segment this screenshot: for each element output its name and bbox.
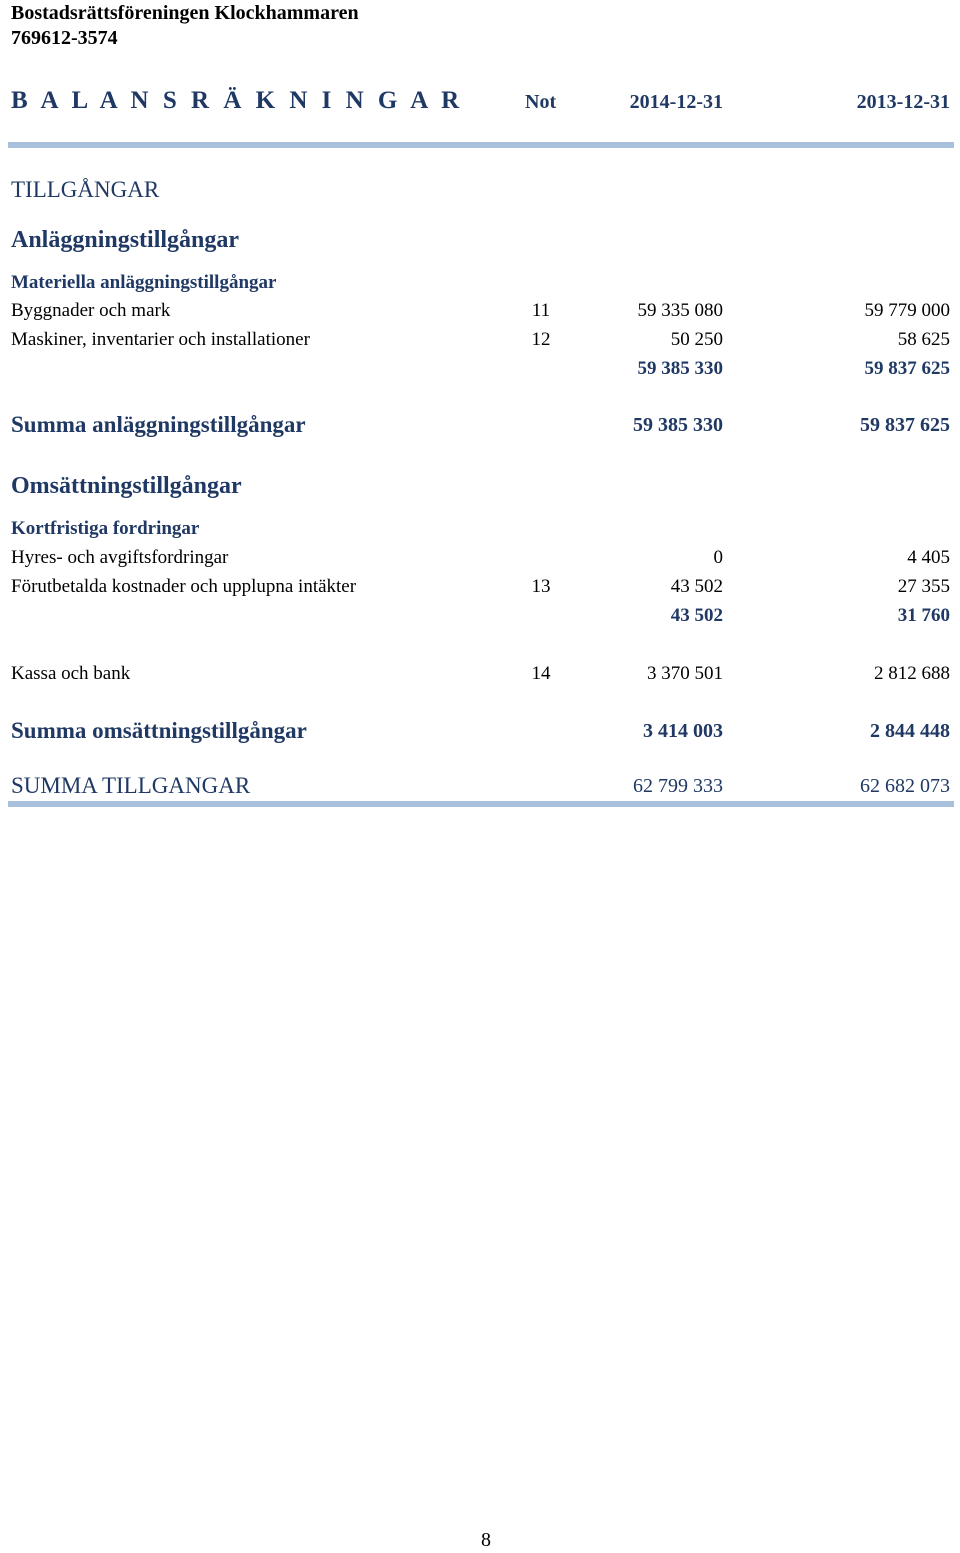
section-heading-tillgangar: TILLGÅNGAR [11, 177, 160, 202]
total-label-anlaggning: Summa anläggningstillgångar [11, 412, 306, 437]
row-value-2013-byggnader: 59 779 000 [864, 300, 950, 321]
grand-total-2013: 62 682 073 [860, 775, 950, 797]
total-2013-anlaggning: 59 837 625 [860, 414, 950, 436]
total-2014-omsattning: 3 414 003 [643, 720, 723, 742]
grand-total-label: SUMMA TILLGANGAR [11, 773, 251, 798]
row-value-2013-forutbetalda: 27 355 [897, 576, 950, 597]
row-value-2014-kassa: 3 370 501 [647, 663, 723, 684]
organization-name: Bostadsrättsföreningen Klockhammaren [11, 2, 359, 24]
total-2014-anlaggning: 59 385 330 [633, 414, 723, 436]
row-value-2013-maskiner: 58 625 [897, 329, 950, 350]
subtotal-2014-kortfristiga: 43 502 [670, 605, 723, 626]
total-2013-omsattning: 2 844 448 [870, 720, 950, 742]
column-header-2013: 2013-12-31 [856, 91, 950, 113]
column-header-2014: 2014-12-31 [629, 91, 723, 113]
row-value-2014-byggnader: 59 335 080 [637, 300, 723, 321]
grand-total-2014: 62 799 333 [633, 775, 723, 797]
row-value-2014-forutbetalda: 43 502 [670, 576, 723, 597]
section-heading-omsattning: Omsättningstillgångar [11, 473, 242, 499]
subtotal-2013-kortfristiga: 31 760 [897, 605, 950, 626]
organization-id: 769612-3574 [11, 27, 118, 49]
column-header-note: Not [525, 91, 557, 113]
page-title: B A L A N S R Ä K N I N G A R [11, 87, 464, 114]
row-label-maskiner: Maskiner, inventarier och installationer [11, 329, 310, 350]
row-label-hyres: Hyres- och avgiftsfordringar [11, 547, 229, 568]
row-label-byggnader: Byggnader och mark [11, 300, 171, 321]
row-note-byggnader: 11 [531, 300, 551, 321]
header-divider [8, 142, 954, 148]
row-note-forutbetalda: 13 [531, 576, 551, 597]
row-note-kassa: 14 [531, 663, 551, 684]
row-value-2013-kassa: 2 812 688 [874, 663, 950, 684]
row-label-kassa: Kassa och bank [11, 663, 131, 684]
subtotal-2013-materiella: 59 837 625 [864, 358, 950, 379]
row-label-forutbetalda: Förutbetalda kostnader och upplupna intäkter [11, 576, 357, 597]
subsection-heading-materiella: Materiella anläggningstillgångar [11, 272, 277, 293]
page-number: 8 [481, 1529, 491, 1551]
subtotal-2014-materiella: 59 385 330 [637, 358, 723, 379]
footer-divider [8, 801, 954, 807]
subsection-heading-kortfristiga: Kortfristiga fordringar [11, 518, 200, 539]
row-value-2014-maskiner: 50 250 [670, 329, 723, 350]
section-heading-anlaggning: Anläggningstillgångar [11, 227, 240, 253]
row-note-maskiner: 12 [531, 329, 551, 350]
row-value-2014-hyres: 0 [713, 547, 723, 568]
total-label-omsattning: Summa omsättningstillgångar [11, 718, 307, 743]
row-value-2013-hyres: 4 405 [907, 547, 950, 568]
